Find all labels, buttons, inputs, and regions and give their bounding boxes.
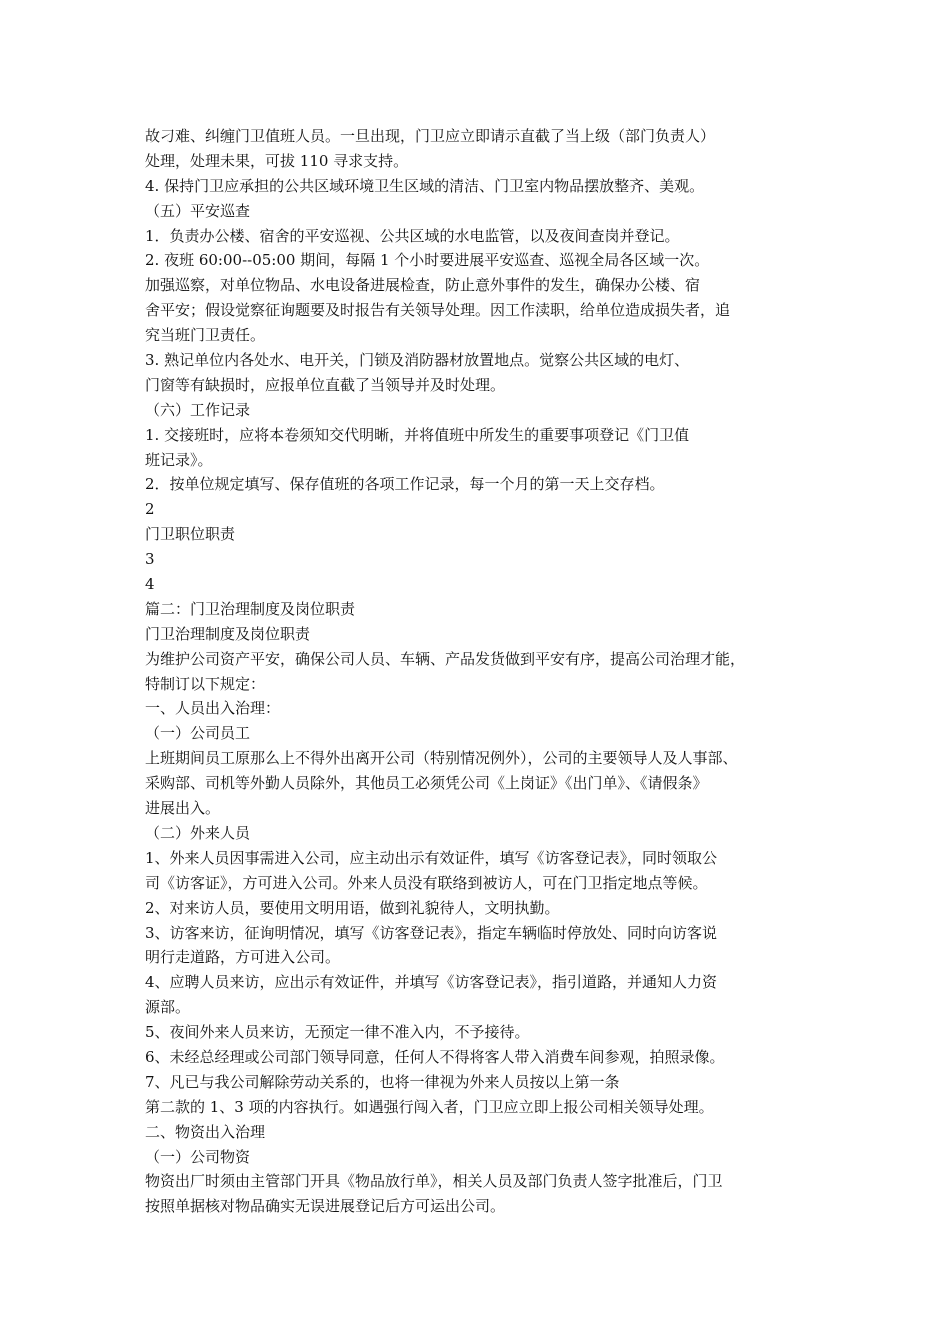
- text-line: 一、人员出入治理：: [145, 699, 281, 718]
- text-line: 4、应聘人员来访，应出示有效证件，并填写《访客登记表》，指引道路，并通知人力资: [145, 973, 718, 992]
- text-line: 2、对来访人员，要使用文明用语，做到礼貌待人，文明执勤。: [145, 898, 560, 917]
- text-line: 二、物资出入治理: [145, 1122, 266, 1141]
- text-line: 5、夜间外来人员来访，无预定一律不准入内，不予接待。: [145, 1023, 530, 1042]
- text-line: 进展出入。: [145, 799, 221, 818]
- text-line: 班记录》。: [145, 450, 213, 469]
- text-line: 1．负责办公楼、宿舍的平安巡视、公共区域的水电监管，以及夜间查岗并登记。: [145, 226, 680, 245]
- text-line: 门窗等有缺损时，应报单位直截了当领导并及时处理。: [145, 375, 506, 394]
- text-line: 门卫治理制度及岗位职责: [145, 624, 311, 643]
- text-line: （六）工作记录: [145, 400, 251, 419]
- text-line: 2. 夜班 60:00--05:00 期间，每隔 1 个小时要进展平安巡查、巡视全局各区域一次。: [145, 251, 710, 270]
- text-line: 处理，处理未果，可拔 110 寻求支持。: [145, 151, 409, 170]
- text-line: 3: [145, 550, 155, 569]
- text-line: 门卫职位职责: [145, 525, 236, 544]
- text-line: 1、外来人员因事需进入公司，应主动出示有效证件，填写《访客登记表》，同时领取公: [145, 848, 718, 867]
- text-line: 篇二：门卫治理制度及岗位职责: [145, 599, 356, 618]
- text-line: （一）公司物资: [145, 1147, 251, 1166]
- text-line: 司《访客证》，方可进入公司。外来人员没有联络到被访人，可在门卫指定地点等候。: [145, 873, 708, 892]
- text-line: 6、未经总经理或公司部门领导同意，任何人不得将客人带入消费车间参观，拍照录像。: [145, 1047, 725, 1066]
- text-line: 特制订以下规定：: [145, 674, 266, 693]
- text-line: 为维护公司资产平安，确保公司人员、车辆、产品发货做到平安有序，提高公司治理才能，: [145, 649, 746, 668]
- document-body: [145, 124, 825, 1219]
- text-line: 上班期间员工原那么上不得外出离开公司（特别情况例外），公司的主要领导人及人事部、: [145, 749, 738, 768]
- text-line: 明行走道路，方可进入公司。: [145, 948, 341, 967]
- text-line: 7、凡已与我公司解除劳动关系的，也将一律视为外来人员按以上第一条: [145, 1072, 620, 1091]
- text-line: 故刁难、纠缠门卫值班人员。一旦出现，门卫应立即请示直截了当上级（部门负责人）: [145, 127, 716, 145]
- text-line: 2．按单位规定填写、保存值班的各项工作记录，每一个月的第一天上交存档。: [145, 475, 665, 494]
- text-line: 4. 保持门卫应承担的公共区域环境卫生区域的清洁、门卫室内物品摆放整齐、美观。: [145, 176, 705, 195]
- text-line: 4: [145, 575, 155, 594]
- text-line: 究当班门卫责任。: [145, 326, 266, 345]
- text-line: 按照单据核对物品确实无误进展登记后方可运出公司。: [145, 1197, 506, 1216]
- text-line: 3. 熟记单位内各处水、电开关，门锁及消防器材放置地点。觉察公共区域的电灯、: [145, 351, 690, 370]
- text-line: （二）外来人员: [145, 823, 251, 842]
- text-line: 源部。: [145, 998, 191, 1017]
- text-line: 第二款的 1、3 项的内容执行。如遇强行闯入者，门卫应立即上报公司相关领导处理。: [145, 1097, 714, 1116]
- text-line: （一）公司员工: [145, 724, 251, 743]
- text-line: 1. 交接班时，应将本卷须知交代明晰，并将值班中所发生的重要事项登记《门卫值: [145, 425, 690, 444]
- text-line: 物资出厂时须由主管部门开具《物品放行单》，相关人员及部门负责人签字批准后，门卫: [145, 1172, 723, 1191]
- text-line: 采购部、司机等外勤人员除外，其他员工必须凭公司《上岗证》《出门单》、《请假条》: [145, 774, 708, 793]
- text-line: 加强巡察，对单位物品、水电设备进展检查，防止意外事件的发生，确保办公楼、宿: [145, 276, 701, 295]
- text-line: 舍平安；假设觉察征询题要及时报告有关领导处理。因工作渎职，给单位造成损失者，追: [145, 301, 731, 320]
- text-line: （五）平安巡查: [145, 201, 251, 220]
- text-line: 2: [145, 500, 155, 519]
- text-line: 3、访客来访，征询明情况，填写《访客登记表》，指定车辆临时停放处、同时向访客说: [145, 923, 718, 942]
